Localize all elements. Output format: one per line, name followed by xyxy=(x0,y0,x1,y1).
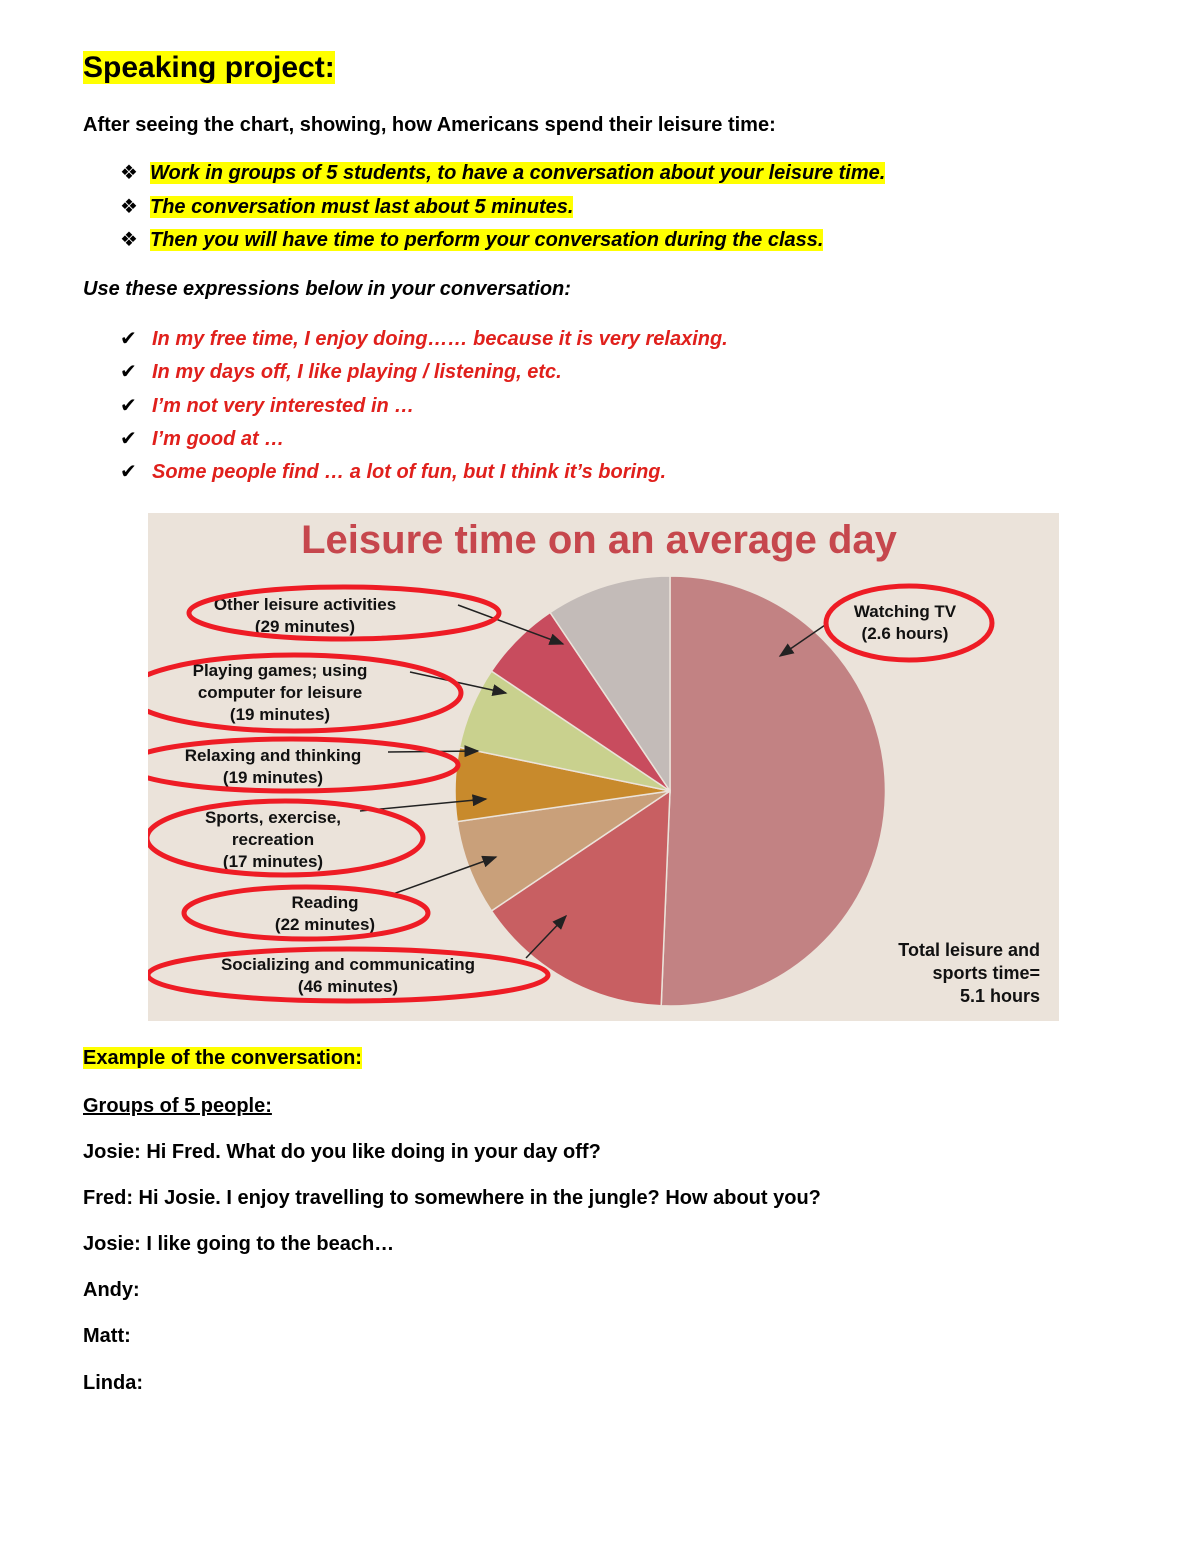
diamond-bullet-icon: ❖ xyxy=(120,229,138,251)
checkmark-icon: ✔ xyxy=(120,395,137,417)
task-item: ❖ Then you will have time to perform your conversation during the class. xyxy=(120,229,824,251)
expression-item: ✔ In my days off, I like playing / listening, etc. xyxy=(120,361,562,383)
expressions-label: Use these expressions below in your conversation: xyxy=(83,278,571,300)
checkmark-icon: ✔ xyxy=(120,461,137,483)
pie-slice-watching-tv xyxy=(661,576,885,1006)
slice-label: Playing games; using computer for leisure (19 minutes) xyxy=(192,661,368,724)
conversation-line: Matt: xyxy=(83,1325,131,1347)
annotation-circle xyxy=(826,586,992,660)
total-leisure-label: Total leisure and sports time= 5.1 hours xyxy=(898,940,1040,1006)
task-item: ❖ The conversation must last about 5 minutes. xyxy=(120,196,574,218)
slice-label: Reading (22 minutes) xyxy=(274,893,376,934)
expression-item: ✔ I’m not very interested in … xyxy=(120,395,415,417)
expression-item: ✔ In my free time, I enjoy doing…… because it is very relaxing. xyxy=(120,328,728,350)
conversation-line: Linda: xyxy=(83,1372,143,1394)
conversation-line: Fred: Hi Josie. I enjoy travelling to somewhere in the jungle? How about you? xyxy=(83,1187,821,1209)
conversation-line: Josie: I like going to the beach… xyxy=(83,1233,395,1255)
conversation-line: Josie: Hi Fred. What do you like doing in your day off? xyxy=(83,1141,601,1163)
chart-title: Leisure time on an average day xyxy=(301,518,897,562)
slice-label: Sports, exercise, recreation (17 minutes) xyxy=(204,808,342,871)
slice-label: Relaxing and thinking (19 minutes) xyxy=(184,746,362,787)
groups-heading: Groups of 5 people: xyxy=(83,1095,272,1117)
slice-label: Socializing and communicating (46 minutes) xyxy=(220,955,476,996)
checkmark-icon: ✔ xyxy=(120,361,137,383)
diamond-bullet-icon: ❖ xyxy=(120,162,138,184)
diamond-bullet-icon: ❖ xyxy=(120,196,138,218)
conversation-line: Andy: xyxy=(83,1279,140,1301)
slice-label: Other leisure activities (29 minutes) xyxy=(213,595,397,636)
task-item: ❖ Work in groups of 5 students, to have a conversation about your leisure time. xyxy=(120,162,886,184)
slice-label: Watching TV (2.6 hours) xyxy=(853,602,957,643)
expression-item: ✔ I’m good at … xyxy=(120,428,285,450)
example-heading: Example of the conversation: xyxy=(83,1047,362,1069)
chart-svg xyxy=(148,513,1059,1021)
expression-item: ✔ Some people find … a lot of fun, but I think it’s boring. xyxy=(120,461,667,483)
intro-text: After seeing the chart, showing, how Americans spend their leisure time: xyxy=(83,114,776,136)
checkmark-icon: ✔ xyxy=(120,328,137,350)
checkmark-icon: ✔ xyxy=(120,428,137,450)
leisure-pie-chart xyxy=(148,513,1059,1021)
page-title: Speaking project: xyxy=(83,51,335,84)
